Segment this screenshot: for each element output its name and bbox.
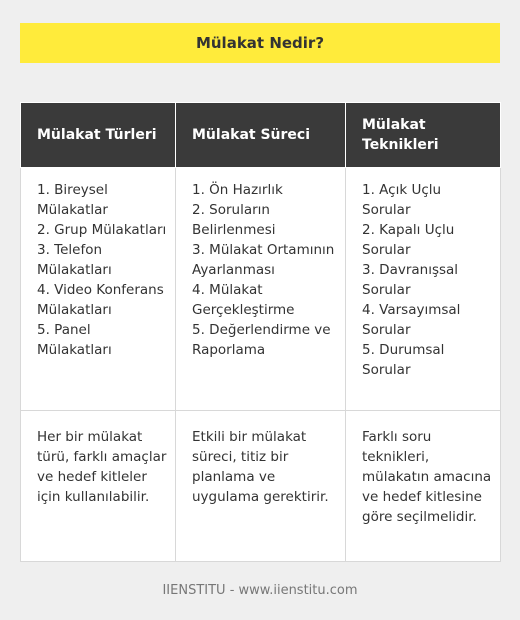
list-item: 1. Bireysel Mülakatlar [37, 182, 108, 218]
column-header-interview-types: Mülakat Türleri [21, 103, 176, 168]
list-item: 3. Telefon Mülakatları [37, 242, 112, 278]
interview-techniques-summary: Farklı soru teknikleri, mülakatın amacına ve hedef kitlesine göre seçilmelidir. [346, 411, 501, 562]
column-header-interview-techniques: Mülakat Teknikleri [346, 103, 501, 168]
comparison-table [20, 102, 501, 562]
list-item: 2. Soruların Belirlenmesi [192, 202, 276, 238]
page-title: Mülakat Nedir? [20, 23, 500, 63]
list-item: 3. Davranışsal Sorular [362, 262, 459, 298]
footer-source: IIENSTITU - www.iienstitu.com [162, 583, 358, 598]
list-item: 5. Durumsal Sorular [362, 342, 445, 378]
interview-process-summary: Etkili bir mülakat süreci, titiz bir planlama ve uygulama gerektirir. [176, 411, 346, 562]
list-item: 4. Mülakat Gerçekleştirme [192, 282, 295, 318]
list-item: 2. Grup Mülakatları [37, 222, 167, 238]
list-item: 5. Değerlendirme ve Raporlama [192, 322, 331, 358]
list-item: 4. Video Konferans Mülakatları [37, 282, 164, 318]
list-item: 1. Açık Uçlu Sorular [362, 182, 442, 218]
interview-types-summary: Her bir mülakat türü, farklı amaçlar ve hedef kitleler için kullanılabilir. [21, 411, 176, 562]
interview-types-list [21, 168, 176, 411]
table-row-items [21, 168, 501, 411]
list-item: 5. Panel Mülakatları [37, 322, 112, 358]
interview-techniques-list [346, 168, 501, 411]
interview-process-list [176, 168, 346, 411]
list-item: 1. Ön Hazırlık [192, 182, 283, 198]
list-item: 2. Kapalı Uçlu Sorular [362, 222, 455, 258]
column-header-interview-process: Mülakat Süreci [176, 103, 346, 168]
list-item: 4. Varsayımsal Sorular [362, 302, 461, 338]
list-item: 3. Mülakat Ortamının Ayarlanması [192, 242, 335, 278]
table-row-summary [21, 411, 501, 562]
table-header-row [21, 103, 501, 168]
